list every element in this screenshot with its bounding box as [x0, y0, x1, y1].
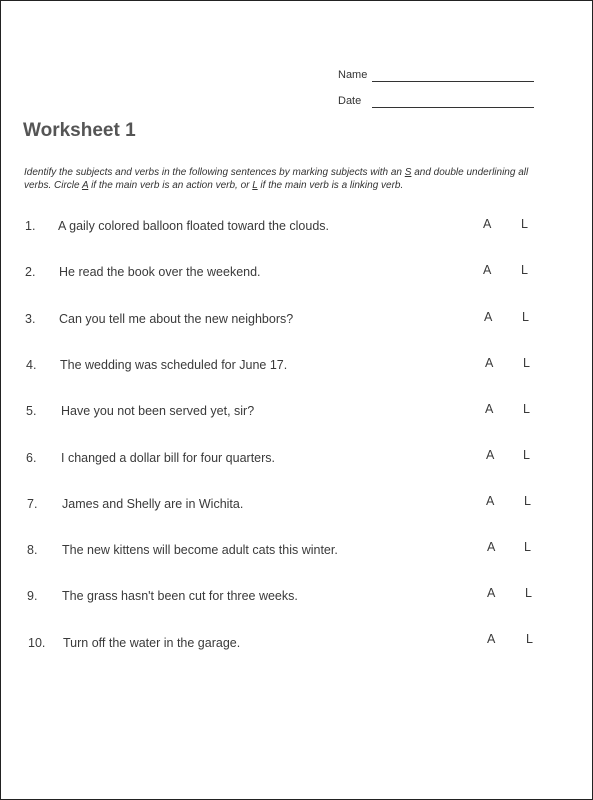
instructions-l-letter: L [252, 180, 258, 191]
choice-action[interactable]: A [487, 632, 496, 646]
choice-action[interactable]: A [485, 356, 494, 370]
question-number: 10. [28, 636, 46, 650]
choice-linking[interactable]: L [523, 448, 530, 462]
name-label: Name [338, 69, 368, 81]
instructions-a-letter: A [81, 180, 89, 191]
instructions-part4: if the main verb is a linking verb. [257, 180, 404, 191]
date-field[interactable] [338, 95, 372, 107]
question-number: 5. [26, 404, 37, 418]
question-number: 7. [27, 497, 38, 511]
choice-action[interactable]: A [485, 402, 494, 416]
question-number: 6. [26, 451, 37, 465]
question-sentence: He read the book over the weekend. [59, 265, 261, 279]
date-label: Date [338, 95, 362, 107]
question-sentence: James and Shelly are in Wichita. [62, 497, 244, 511]
instructions-part3: if the main verb is an action verb, or [88, 180, 253, 191]
choice-action[interactable]: A [483, 263, 492, 277]
question-sentence: I changed a dollar bill for four quarters. [61, 451, 276, 465]
choice-action[interactable]: A [487, 540, 496, 554]
choice-linking[interactable]: L [523, 402, 530, 416]
date-line[interactable] [372, 107, 534, 108]
instructions-part1: Identify the subjects and verbs in the following sentences by marking subjects with an [24, 167, 405, 178]
question-sentence: Have you not been served yet, sir? [61, 404, 255, 418]
question-sentence: The grass hasn't been cut for three weeks. [62, 589, 298, 603]
question-number: 3. [25, 312, 36, 326]
choice-linking[interactable]: L [525, 586, 532, 600]
question-number: 8. [27, 543, 38, 557]
name-line[interactable] [372, 81, 534, 82]
choice-linking[interactable]: L [521, 263, 528, 277]
instructions [24, 166, 544, 192]
question-sentence: The wedding was scheduled for June 17. [60, 358, 288, 372]
choice-linking[interactable]: L [524, 540, 531, 554]
choice-action[interactable]: A [486, 494, 495, 508]
choice-action[interactable]: A [483, 217, 492, 231]
question-sentence: A gaily colored balloon floated toward the clouds. [58, 219, 330, 233]
question-sentence: Turn off the water in the garage. [63, 636, 241, 650]
question-sentence: Can you tell me about the new neighbors? [59, 312, 294, 326]
instructions-part2: and double underlining all verbs. Circle [24, 167, 529, 191]
name-field[interactable] [338, 69, 372, 81]
choice-action[interactable]: A [487, 586, 496, 600]
choice-action[interactable]: A [484, 310, 493, 324]
question-number: 4. [26, 358, 37, 372]
question-number: 1. [25, 219, 36, 233]
question-sentence: The new kittens will become adult cats this winter. [62, 543, 338, 557]
choice-linking[interactable]: L [523, 356, 530, 370]
question-number: 2. [25, 265, 36, 279]
worksheet-title: Worksheet 1 [23, 120, 136, 141]
choice-linking[interactable]: L [521, 217, 528, 231]
question-number: 9. [27, 589, 38, 603]
choice-linking[interactable]: L [524, 494, 531, 508]
instructions-s-letter: S [404, 167, 412, 178]
choice-action[interactable]: A [486, 448, 495, 462]
choice-linking[interactable]: L [522, 310, 529, 324]
choice-linking[interactable]: L [526, 632, 533, 646]
